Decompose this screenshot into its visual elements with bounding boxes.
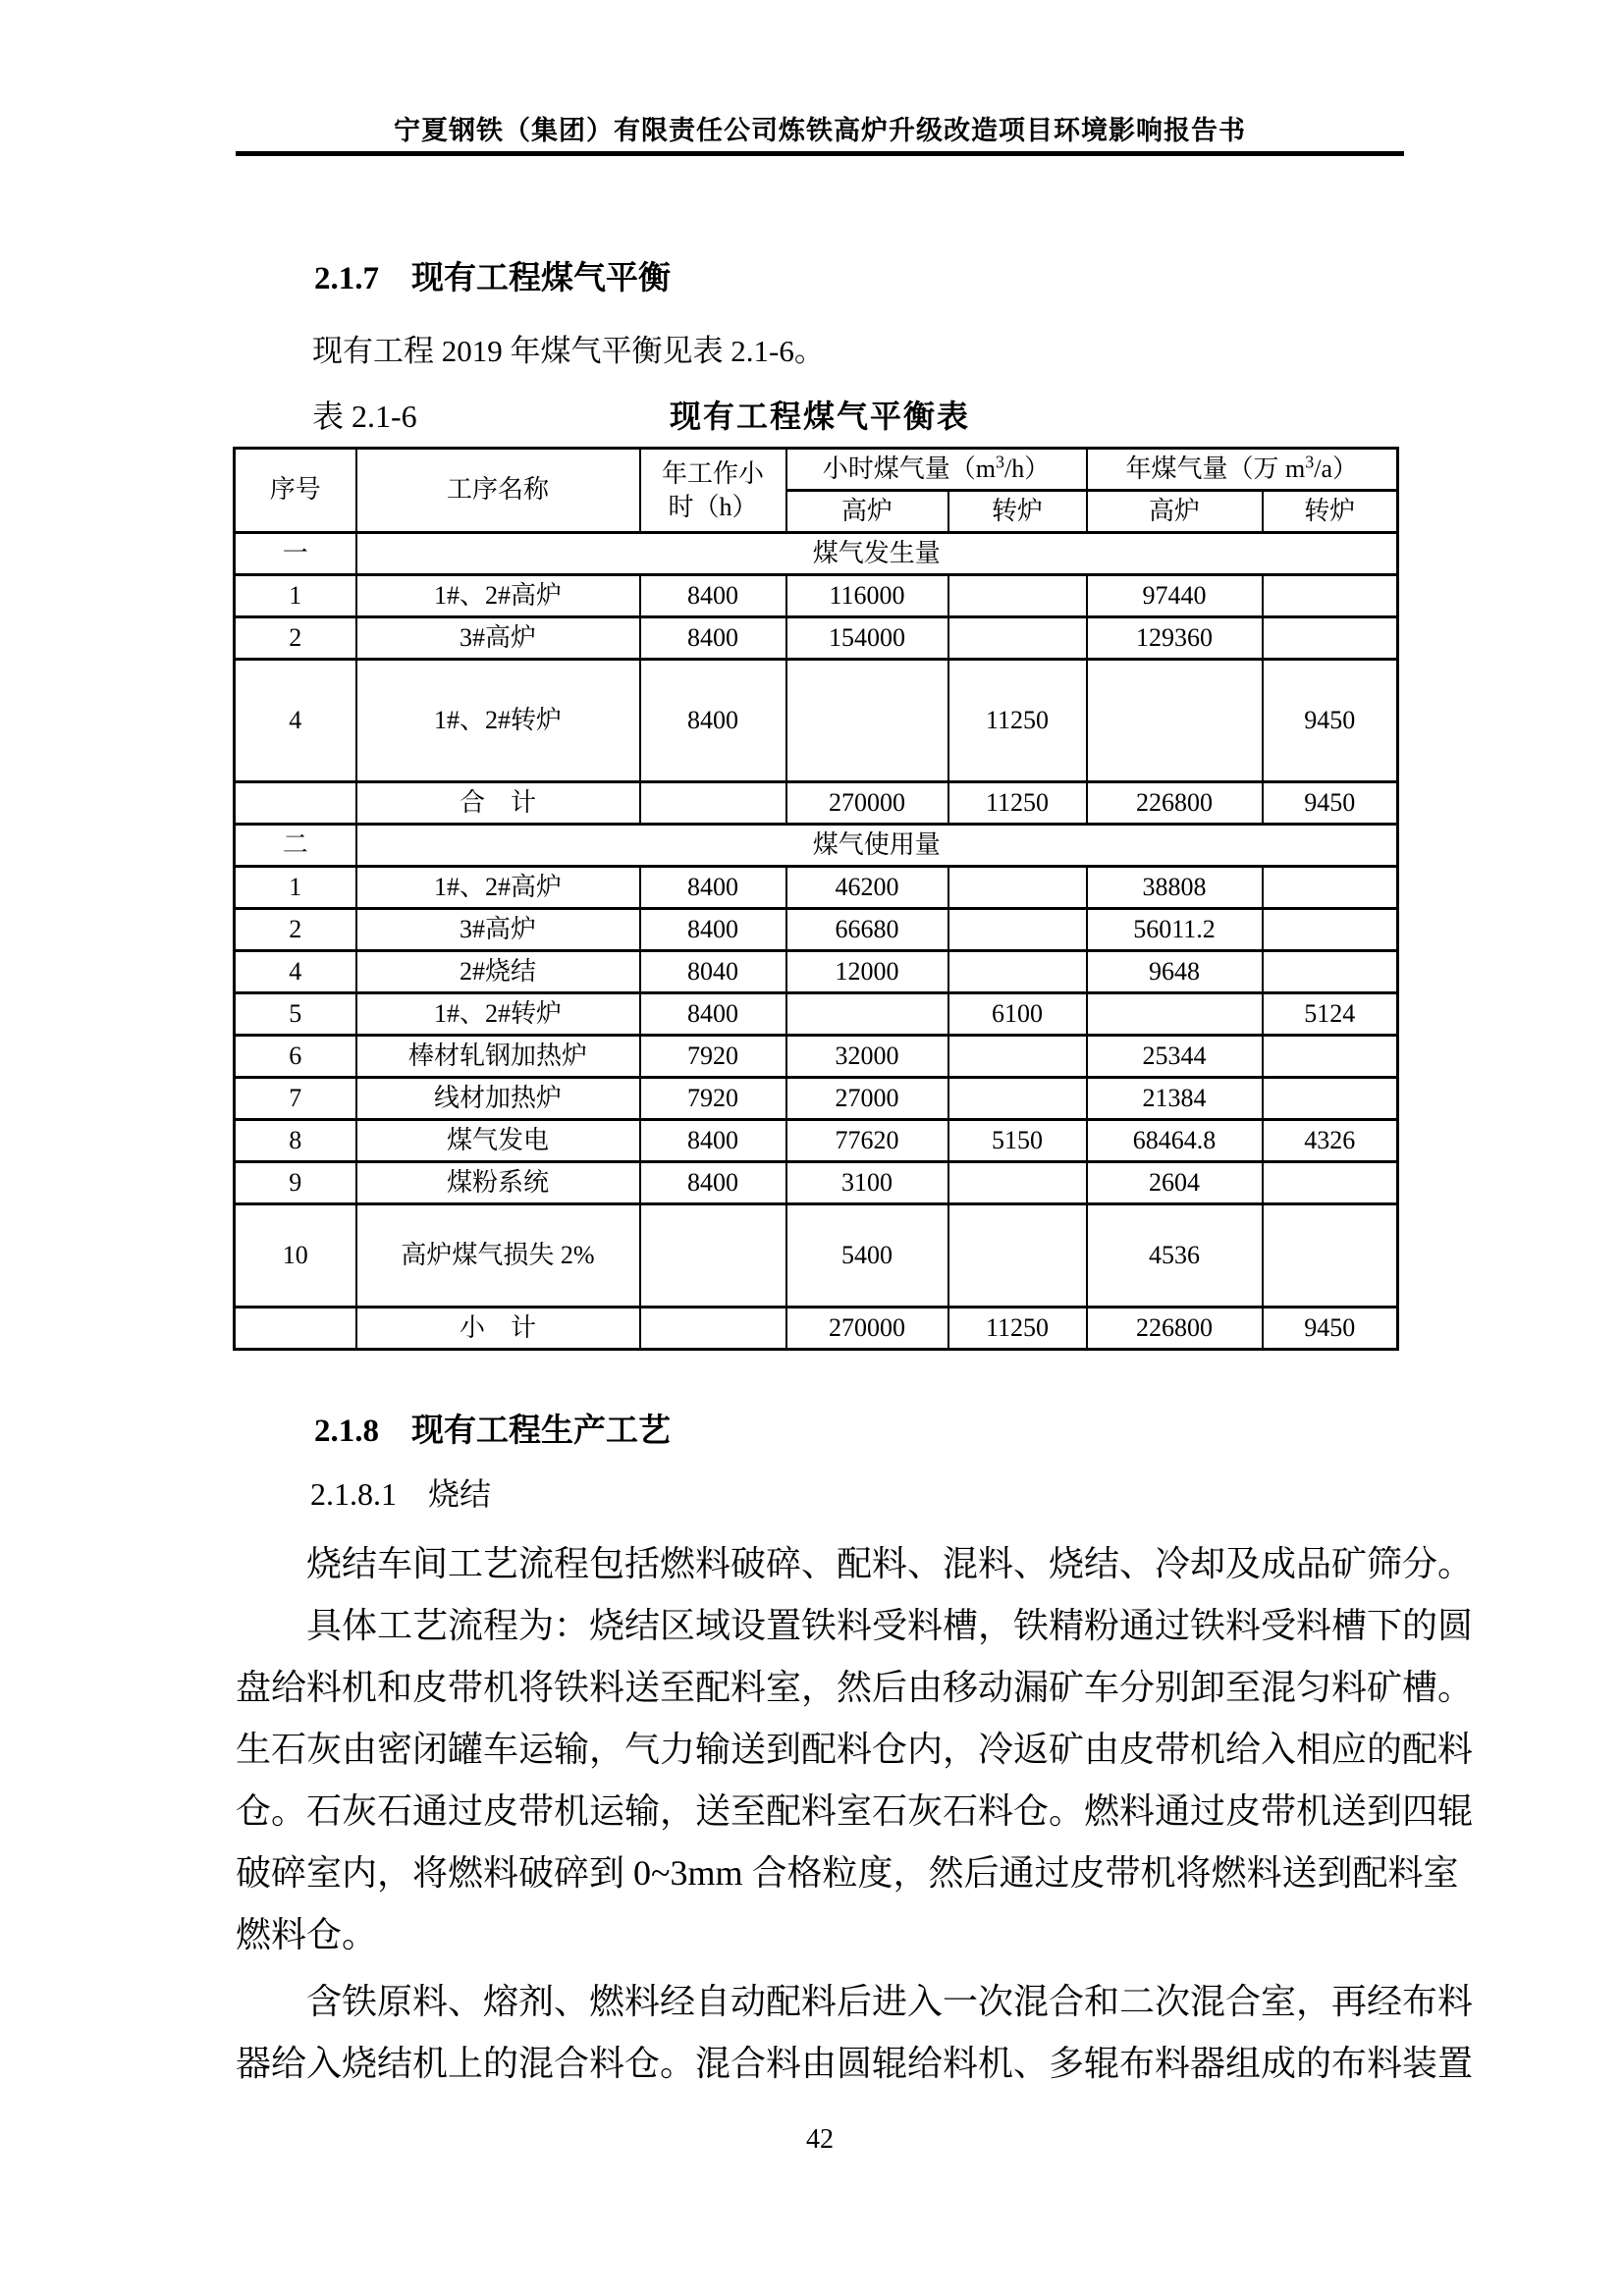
paragraph-sinter-overview [236,1533,1474,1595]
section-row-usage [235,825,1398,867]
cell-conv-hourly [948,1204,1087,1308]
cell-conv-yearly: 5124 [1263,993,1398,1036]
cell-name: 3#高炉 [356,909,640,951]
cell-conv-hourly [948,867,1087,909]
cell-conv-hourly [948,1036,1087,1078]
cell-name: 小 计 [356,1308,640,1350]
cell-bf-hourly: 3100 [786,1162,948,1204]
section-label: 二 [235,825,356,867]
paragraph-process-detail [236,1595,1474,1966]
cell-seq: 6 [235,1036,356,1078]
cell-name: 棒材轧钢加热炉 [356,1036,640,1078]
col-header-process: 工序名称 [356,449,640,533]
cell-bf-hourly: 27000 [786,1078,948,1120]
cell-name: 1#、2#转炉 [356,660,640,782]
cell-bf-yearly: 129360 [1087,617,1263,660]
cell-hours: 8400 [640,617,786,660]
cell-name: 线材加热炉 [356,1078,640,1120]
col-header-bf-hourly: 高炉 [786,491,948,533]
cell-conv-yearly [1263,1078,1398,1120]
table-row [235,1162,1398,1204]
cell-bf-yearly: 68464.8 [1087,1120,1263,1162]
paragraph-line: 生石灰由密闭罐车运输，气力输送到配料仓内，冷返矿由皮带机给入相应的配料 [236,1730,1474,1769]
col-header-seq: 序号 [235,449,356,533]
table-row [235,951,1398,993]
cell-hours: 8400 [640,909,786,951]
paragraph-mixing [236,1971,1474,2095]
cell-bf-yearly: 2604 [1087,1162,1263,1204]
cell-hours: 7920 [640,1036,786,1078]
cell-conv-hourly [948,1162,1087,1204]
table-row [235,1036,1398,1078]
section-title: 煤气使用量 [356,825,1398,867]
cell-seq: 9 [235,1162,356,1204]
cell-seq: 1 [235,575,356,617]
cell-conv-yearly [1263,617,1398,660]
cell-conv-yearly: 9450 [1263,660,1398,782]
cell-hours [640,1308,786,1350]
cell-conv-yearly [1263,575,1398,617]
cell-conv-yearly [1263,1036,1398,1078]
cell-conv-yearly [1263,867,1398,909]
cell-bf-yearly: 56011.2 [1087,909,1263,951]
cell-conv-hourly: 11250 [948,1308,1087,1350]
cell-conv-yearly: 9450 [1263,782,1398,825]
cell-bf-yearly: 38808 [1087,867,1263,909]
cell-name: 高炉煤气损失 2% [356,1204,640,1308]
cell-hours: 8400 [640,867,786,909]
cell-conv-hourly [948,1078,1087,1120]
gas-balance-table-wrapper [233,447,1396,1351]
hourly-gas-sup: 3 [996,452,1004,472]
cell-bf-yearly [1087,660,1263,782]
cell-bf-hourly: 270000 [786,782,948,825]
cell-conv-yearly [1263,1204,1398,1308]
yearly-gas-sup: 3 [1305,452,1315,472]
paragraph-line: 器给入烧结机上的混合料仓。混合料由圆辊给料机、多辊布料器组成的布料装置 [236,2044,1474,2083]
cell-conv-hourly [948,951,1087,993]
col-header-yearly-gas [1087,449,1398,491]
cell-conv-hourly [948,575,1087,617]
table-row [235,617,1398,660]
cell-seq [235,782,356,825]
section-title: 煤气发生量 [356,533,1398,575]
table-row [235,575,1398,617]
paragraph-line: 破碎室内，将燃料破碎到 0~3mm 合格粒度，然后通过皮带机将燃料送到配料室 [236,1853,1459,1893]
cell-seq [235,1308,356,1350]
cell-hours: 8400 [640,660,786,782]
cell-conv-yearly [1263,909,1398,951]
col-header-hourly-gas [786,449,1087,491]
cell-bf-yearly: 9648 [1087,951,1263,993]
table-header-row-1 [235,449,1398,491]
cell-seq: 7 [235,1078,356,1120]
cell-bf-hourly: 46200 [786,867,948,909]
section-heading-2-1-7: 2.1.7 现有工程煤气平衡 [314,261,671,296]
cell-bf-yearly [1087,993,1263,1036]
yearly-gas-suffix: /a） [1314,454,1358,483]
cell-bf-yearly: 226800 [1087,1308,1263,1350]
cell-name: 煤气发电 [356,1120,640,1162]
yearly-gas-prefix: 年煤气量（万 m [1125,454,1306,483]
cell-bf-hourly: 270000 [786,1308,948,1350]
cell-conv-yearly [1263,1162,1398,1204]
cell-bf-hourly: 12000 [786,951,948,993]
cell-hours: 8040 [640,951,786,993]
hourly-gas-suffix: /h） [1004,454,1051,483]
cell-hours: 8400 [640,1120,786,1162]
cell-bf-hourly: 154000 [786,617,948,660]
cell-seq: 8 [235,1120,356,1162]
cell-hours: 8400 [640,575,786,617]
cell-bf-yearly: 25344 [1087,1036,1263,1078]
table-row [235,1120,1398,1162]
section-heading-2-1-8: 2.1.8 现有工程生产工艺 [314,1414,671,1449]
subtotal-row-usage [235,1308,1398,1350]
paragraph-line: 燃料仓。 [236,1915,378,1954]
cell-name: 煤粉系统 [356,1162,640,1204]
cell-conv-hourly [948,909,1087,951]
cell-name: 1#、2#转炉 [356,993,640,1036]
cell-hours: 8400 [640,993,786,1036]
cell-seq: 2 [235,617,356,660]
table-row [235,909,1398,951]
page-number: 42 [806,2124,834,2155]
table-row [235,1078,1398,1120]
cell-bf-yearly: 4536 [1087,1204,1263,1308]
col-header-annual-hours [640,449,786,533]
intro-paragraph: 现有工程 2019 年煤气平衡见表 2.1-6。 [312,334,825,368]
cell-hours: 8400 [640,1162,786,1204]
table-row [235,867,1398,909]
paragraph-line: 具体工艺流程为：烧结区域设置铁料受料槽，铁精粉通过铁料受料槽下的圆 [306,1606,1474,1645]
paragraph-line: 含铁原料、熔剂、燃料经自动配料后进入一次混合和二次混合室，再经布料 [306,1982,1474,2021]
cell-seq: 2 [235,909,356,951]
col-header-annual-hours-line2: 时（h） [668,492,758,521]
cell-seq: 10 [235,1204,356,1308]
cell-name: 合 计 [356,782,640,825]
section-heading-2-1-8-1: 2.1.8.1 烧结 [310,1476,492,1512]
col-header-conv-yearly: 转炉 [1263,491,1398,533]
cell-conv-yearly [1263,951,1398,993]
cell-conv-hourly: 5150 [948,1120,1087,1162]
cell-bf-hourly: 116000 [786,575,948,617]
table-caption-row [236,397,1404,436]
cell-conv-yearly: 4326 [1263,1120,1398,1162]
cell-bf-hourly: 66680 [786,909,948,951]
col-header-annual-hours-line1: 年工作小 [661,458,764,488]
cell-bf-hourly [786,660,948,782]
section-label: 一 [235,533,356,575]
cell-name: 2#烧结 [356,951,640,993]
paragraph-line: 烧结车间工艺流程包括燃料破碎、配料、混料、烧结、冷却及成品矿筛分。 [306,1544,1474,1583]
cell-seq: 4 [235,660,356,782]
table-row [235,660,1398,782]
cell-name: 1#、2#高炉 [356,867,640,909]
cell-conv-hourly: 11250 [948,660,1087,782]
cell-bf-yearly: 97440 [1087,575,1263,617]
cell-bf-hourly: 32000 [786,1036,948,1078]
cell-bf-hourly: 5400 [786,1204,948,1308]
table-title: 现有工程煤气平衡表 [669,399,970,434]
cell-name: 1#、2#高炉 [356,575,640,617]
section-row-generation [235,533,1398,575]
cell-seq: 5 [235,993,356,1036]
page-header-title: 宁夏钢铁（集团）有限责任公司炼铁高炉升级改造项目环境影响报告书 [394,116,1246,145]
gas-balance-table [233,447,1399,1351]
header-rule [236,151,1404,156]
cell-seq: 4 [235,951,356,993]
col-header-conv-hourly: 转炉 [948,491,1087,533]
cell-name: 3#高炉 [356,617,640,660]
cell-bf-yearly: 226800 [1087,782,1263,825]
paragraph-line: 盘给料机和皮带机将铁料送至配料室，然后由移动漏矿车分别卸至混匀料矿槽。 [236,1668,1474,1707]
table-row [235,993,1398,1036]
hourly-gas-prefix: 小时煤气量（m [822,454,996,483]
cell-seq: 1 [235,867,356,909]
cell-conv-hourly: 11250 [948,782,1087,825]
cell-hours [640,782,786,825]
cell-conv-yearly: 9450 [1263,1308,1398,1350]
cell-conv-hourly [948,617,1087,660]
cell-hours: 7920 [640,1078,786,1120]
cell-bf-yearly: 21384 [1087,1078,1263,1120]
col-header-bf-yearly: 高炉 [1087,491,1263,533]
table-label: 表 2.1-6 [312,399,417,434]
cell-bf-hourly [786,993,948,1036]
cell-bf-hourly: 77620 [786,1120,948,1162]
cell-hours [640,1204,786,1308]
table-row [235,1204,1398,1308]
cell-conv-hourly: 6100 [948,993,1087,1036]
paragraph-line: 仓。石灰石通过皮带机运输，送至配料室石灰石料仓。燃料通过皮带机送到四辊 [236,1791,1474,1831]
total-row-generation [235,782,1398,825]
